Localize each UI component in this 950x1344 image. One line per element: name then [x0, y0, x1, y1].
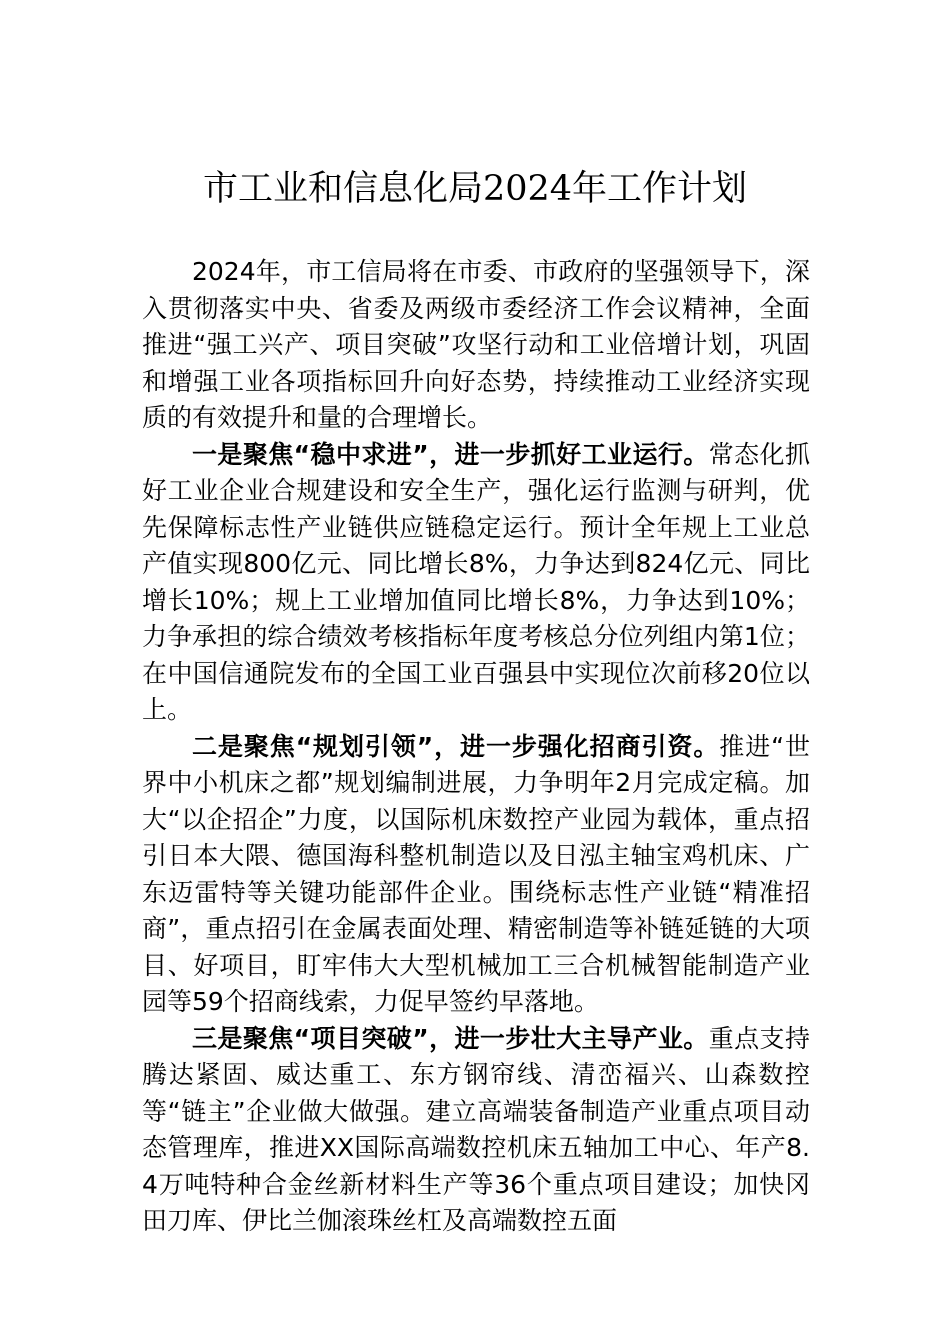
paragraph-text: 2024年，市工信局将在市委、市政府的坚强领导下，深入贯彻落实中央、省委及两级市委经济工作会议精神，全面推进“强工兴产、项目突破”攻坚行动和工业倍增计划，巩固和增强工业各项指标回升向好态势，持续推动工业经济实现质的有效提升和量的合理增长。	[142, 257, 810, 432]
document-title: 市工业和信息化局2024年工作计划	[202, 169, 748, 209]
paragraph-lead: 一是聚焦“稳中求进”，进一步抓好工业运行。	[192, 439, 709, 469]
paragraph-leading-industries	[142, 1021, 810, 1240]
paragraph-intro	[142, 254, 810, 437]
paragraph-industrial-operation	[142, 437, 810, 729]
paragraph-lead: 三是聚焦“项目突破”，进一步壮大主导产业。	[192, 1023, 709, 1053]
document-body	[142, 254, 810, 1240]
paragraph-text: 重点支持腾达紧固、威达重工、东方钢帘线、清峦福兴、山森数控等“链主”企业做大做强。建立高端装备制造产业重点项目动态管理库，推进XX国际高端数控机床五轴加工中心、年产8.4万吨特种合金丝新材料生产等36个重点项目建设；加快冈田刀库、伊比兰伽滚珠丝杠及高端数控五面	[142, 1023, 810, 1235]
paragraph-lead: 二是聚焦“规划引领”，进一步强化招商引资。	[192, 731, 720, 761]
paragraph-text: 常态化抓好工业企业合规建设和安全生产，强化运行监测与研判，优先保障标志性产业链供应链稳定运行。预计全年规上工业总产值实现800亿元、同比增长8%，力争达到824亿元、同比增长10%；规上工业增加值同比增长8%，力争达到10%；力争承担的综合绩效考核指标年度考核总分位列组内第1位；在中国信通院发布的全国工业百强县中实现位次前移20位以上。	[142, 439, 810, 724]
paragraph-investment-promotion	[142, 729, 810, 1021]
paragraph-text: 推进“世界中小机床之都”规划编制进展，力争明年2月完成定稿。加大“以企招企”力度，以国际机床数控产业园为载体，重点招引日本大隈、德国海科整机制造以及日泓主轴宝鸡机床、广东迈雷特等关键功能部件企业。围绕标志性产业链“精准招商”，重点招引在金属表面处理、精密制造等补链延链的大项目、好项目，盯牢伟大大型机械加工三合机械智能制造产业园等59个招商线索，力促早签约早落地。	[142, 731, 810, 1016]
